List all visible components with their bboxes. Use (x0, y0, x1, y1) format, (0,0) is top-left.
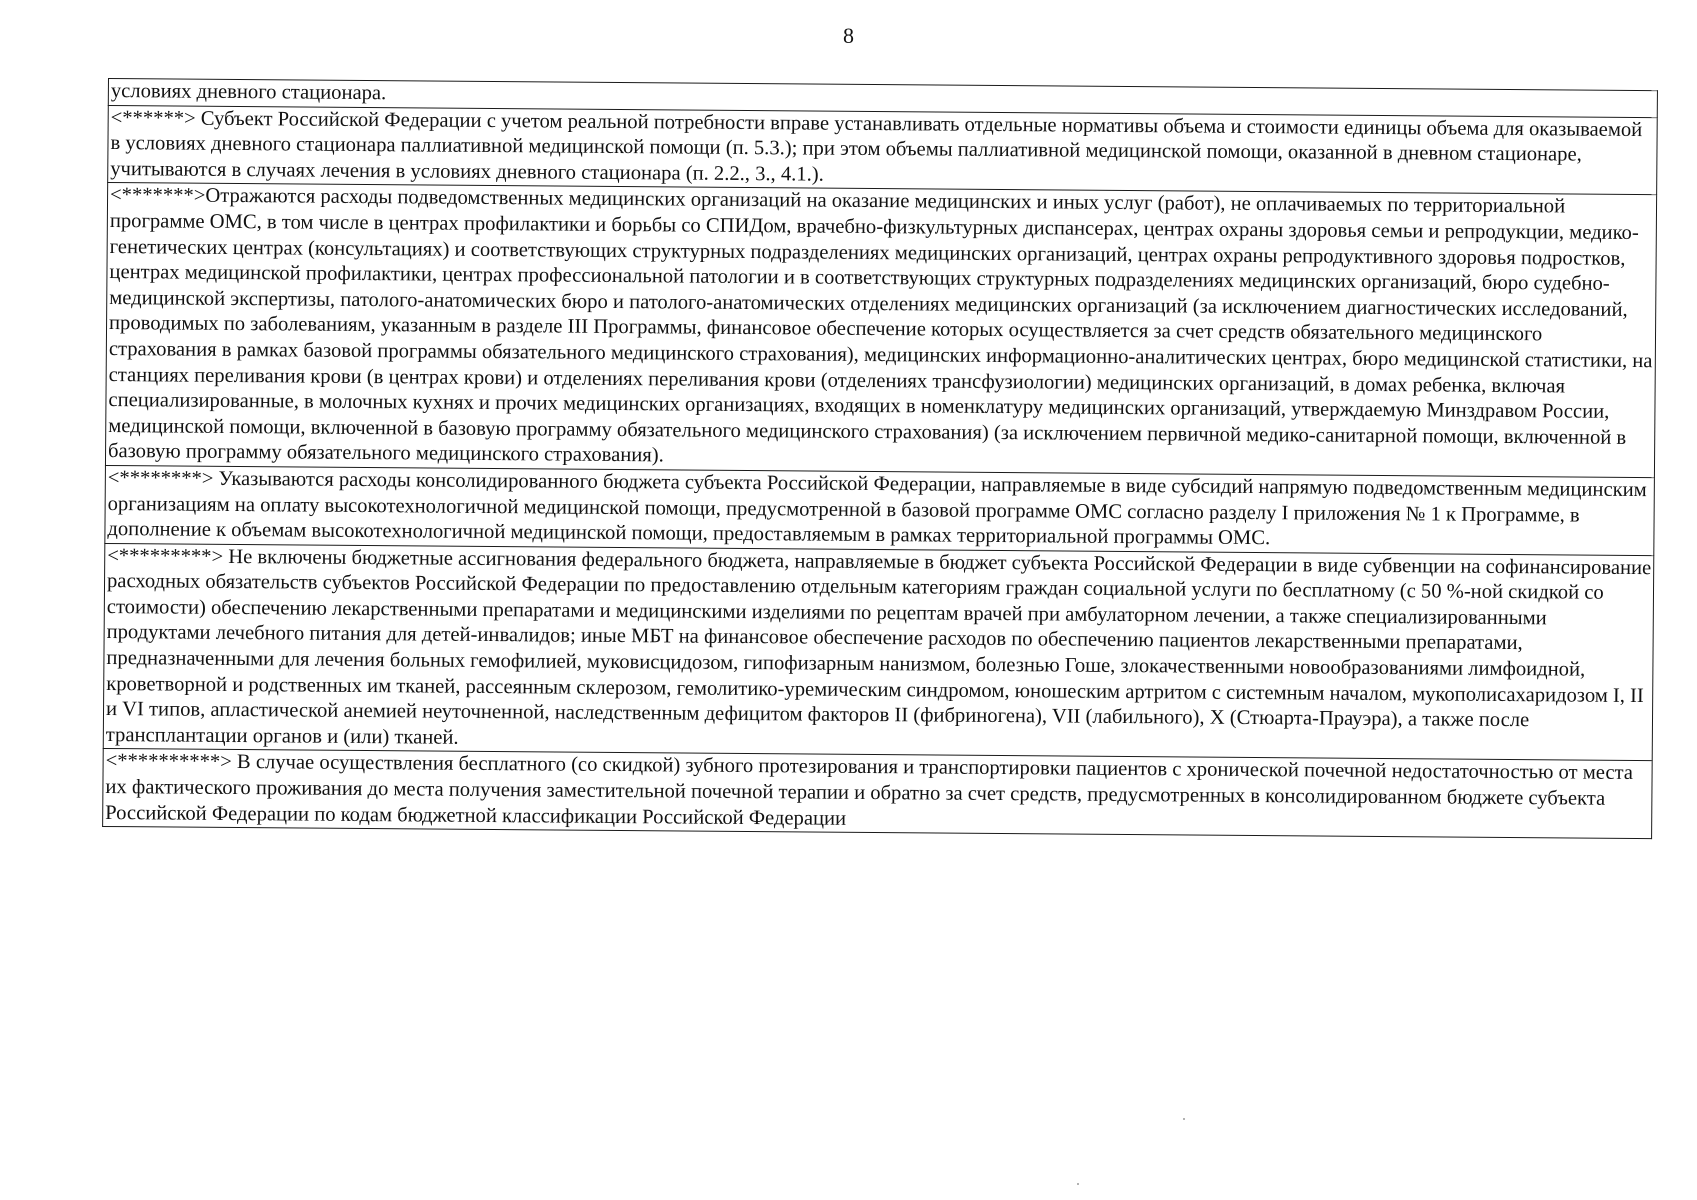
scan-speck (1077, 1183, 1079, 1185)
footnote-row-6 (108, 105, 1658, 195)
footnotes-table (102, 78, 1658, 839)
footnote-row-10 (103, 749, 1653, 839)
footnote-cell-8: <********> Указываются расходы консолидированного бюджета субъекта Российской Федерации, направляемые в виде субсидий напрямую подведомственным медицинским организациям на оплату высокотехнологичной медицинской помощи, предусмотренной в базовой программе ОМС согласно разделу I приложения № 1 к Программе, в дополнение к объемам высокотехнологичной медицинской помощи, предоставляемым в рамках территориальной программы ОМС. (105, 465, 1655, 555)
footnote-row-9 (103, 543, 1654, 761)
footnote-row-8 (105, 465, 1655, 555)
footnotes-table-body (103, 79, 1658, 839)
footnote-cell-10: <**********> В случае осуществления бесплатного (со скидкой) зубного протезирования и транспортировки пациентов с хронической почечной недостаточностью от места их фактического проживания до места получения заместительной почечной терапии и обратно за счет средств, предусмотренных в консолидированном бюджете субъекта Российской Федерации по кодам бюджетной классификации Российской Федерации (103, 749, 1653, 839)
footnote-row-7 (105, 183, 1656, 478)
scan-speck (1183, 1118, 1185, 1120)
footnote-cell-7: <*******>Отражаются расходы подведомственных медицинских организаций на оказание медицинских и иных услуг (работ), не оплачиваемых по территориальной программе ОМС, в том числе в центрах профилактики и борьбы со СПИДом, врачебно-физкультурных диспансерах, центрах охраны здоровья семьи и репродукции, медико- генетических центрах (консультациях) и соответствующих структурных подразделениях медицинских организаций, центрах охраны репродуктивного здоровья подростков, центрах медицинской профилактики, центрах профессиональной патологии и в соответствующих структурных подразделениях медицинских организаций, бюро судебно-медицинской экспертизы, патолого-анатомических бюро и патолого-анатомических отделениях медицинских организаций (за исключением диагностических исследований, проводимых по заболеваниям, указанным в разделе III Программы, финансовое обеспечение которых осуществляется за счет средств обязательного медицинского страхования в рамках базовой программы обязательного медицинского страхования), медицинских информационно-аналитических центрах, бюро медицинской статистики, на станциях переливания крови (в центрах крови) и отделениях переливания крови (отделениях трансфузиологии) медицинских организаций, в домах ребенка, включая специализированные, в молочных кухнях и прочих медицинских организациях, входящих в номенклатуру медицинских организаций, утверждаемую Минздравом России, медицинской помощи, включенной в базовую программу обязательного медицинского страхования) (за исключением первичной медико-санитарной помощи, включенной в базовую программу обязательного медицинского страхования). (105, 183, 1656, 478)
footnote-cell-9: <*********> Не включены бюджетные ассигнования федерального бюджета, направляемые в бюджет субъекта Российской Федерации в виде субвенции на софинансирование расходных обязательств субъектов Российской Федерации по предоставлению отдельным категориям граждан социальной услуги по бесплатному (с 50 %-ной скидкой со стоимости) обеспечению лекарственными препаратами и медицинскими изделиями по рецептам врачей при амбулаторном лечении, а также специализированными продуктами лечебного питания для детей-инвалидов; иные МБТ на финансовое обеспечение расходов по обеспечению пациентов лекарственными препаратами, предназначенными для лечения больных гемофилией, муковисцидозом, гипофизарным нанизмом, болезнью Гоше, злокачественными новообразованиями лимфоидной, кроветворной и родственных им тканей, рассеянным склерозом, гемолитико-уремическим синдромом, юношеским артритом с системным началом, мукополисахаридозом I, II и VI типов, апластической анемией неуточненной, наследственным дефицитом факторов II (фибриногена), VII (лабильного), X (Стюарта-Прауэра), а также после трансплантации органов и (или) тканей. (103, 543, 1654, 761)
page-number: 8 (843, 23, 854, 48)
footnote-cell-6: <******> Субъект Российской Федерации с учетом реальной потребности вправе устанавливать отдельные нормативы объема и стоимости единицы объема для оказываемой в условиях дневного стационара паллиативной медицинской помощи (п. 5.3.); при этом объемы паллиативной медицинской помощи, оказанной в дневном стационаре, учитываются в случаях лечения в условиях дневного стационара (п. 2.2., 3., 4.1.). (108, 105, 1658, 195)
footnote-cell-continuation: условиях дневного стационара. (108, 79, 1657, 118)
